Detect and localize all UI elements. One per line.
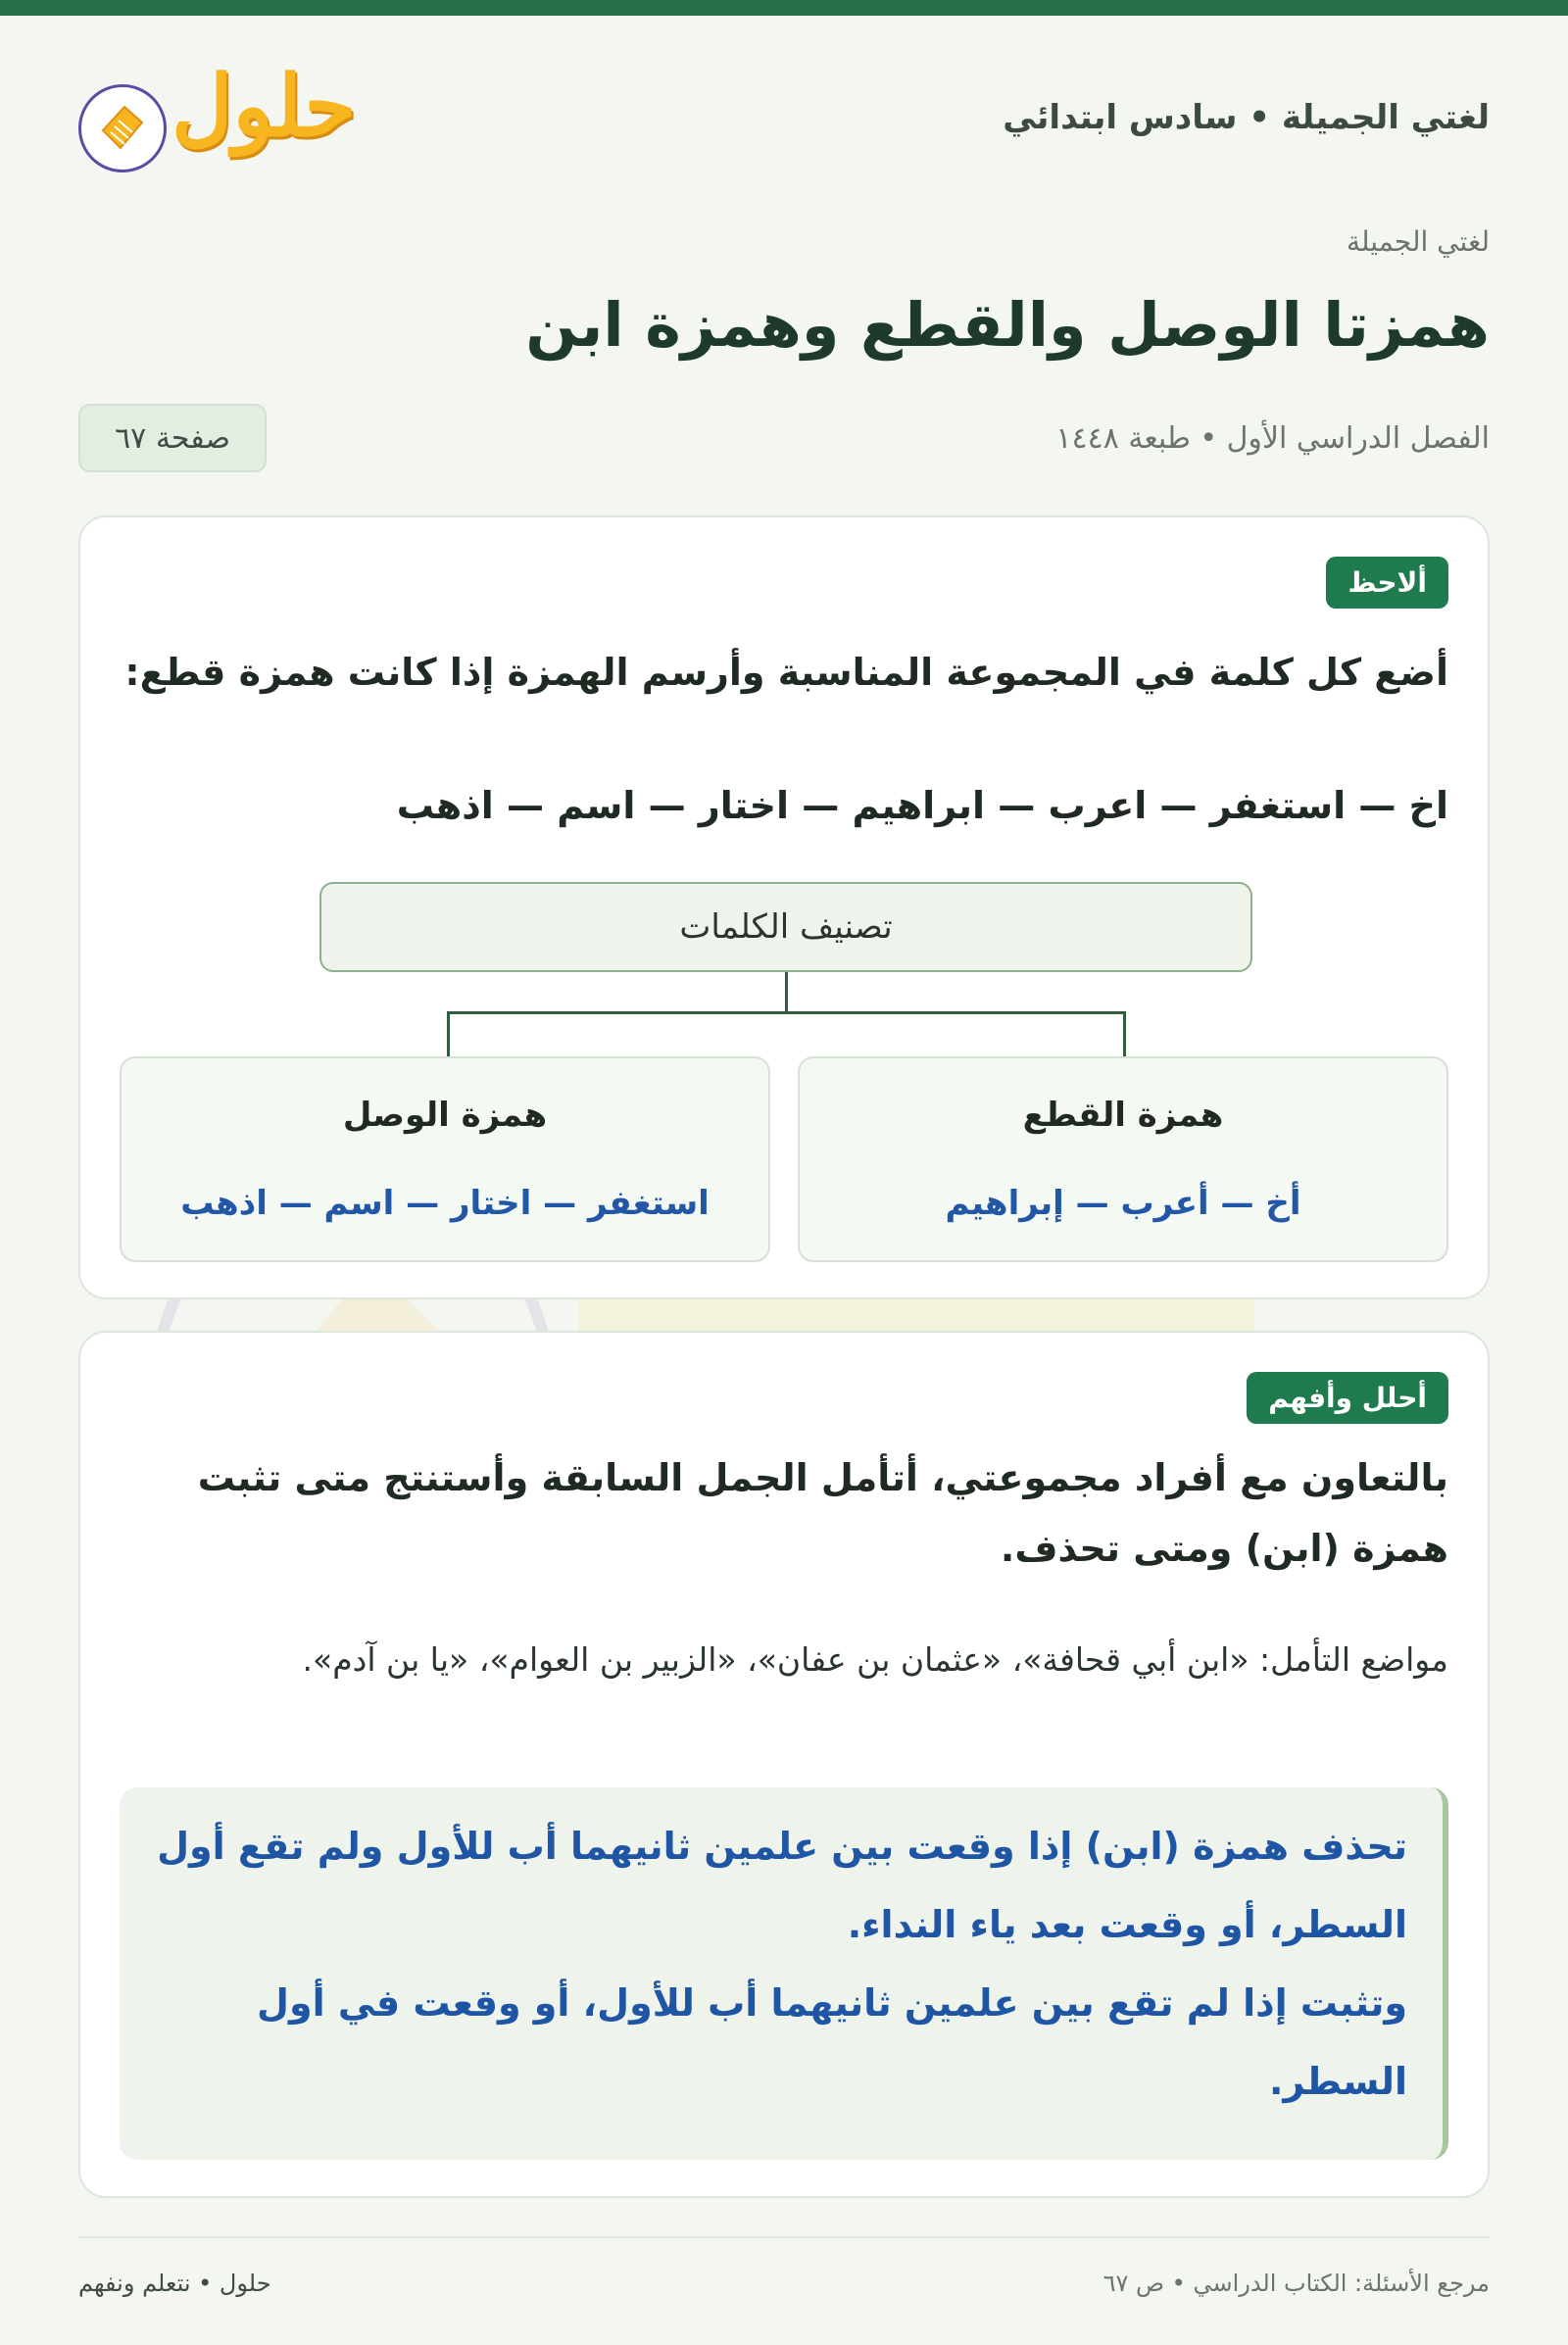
observe-tag: ألاحظ — [1326, 557, 1448, 609]
connector-vertical — [785, 972, 788, 1013]
hamzat-wasl-node — [120, 1056, 770, 1262]
hamzat-wasl-title: همزة الوصل — [342, 1096, 548, 1135]
analyze-tag: أحلل وأفهم — [1247, 1372, 1448, 1424]
analyze-card — [78, 1331, 1490, 2198]
connector-left-drop — [447, 1011, 450, 1056]
hamzat-qat-node — [798, 1056, 1448, 1262]
reflection-context: مواضع التأمل: «ابن أبي قحافة»، «عثمان بن عفان»، «الزبير بن العوام»، «يا بن آدم». — [302, 1640, 1448, 1679]
subject-kicker: لغتي الجميلة — [1346, 225, 1490, 258]
footer-reference: مرجع الأسئلة: الكتاب الدراسي • ص ٦٧ — [1102, 2270, 1490, 2297]
analyze-question: بالتعاون مع أفراد مجموعتي، أتأمل الجمل السابقة وأستنتج متى تثبت همزة (ابن) ومتى تحذف. — [197, 1456, 1448, 1570]
footer-brand: حلول • نتعلم ونفهم — [78, 2270, 271, 2297]
page-number-badge: صفحة ٦٧ — [78, 404, 267, 472]
brand-logo[interactable] — [78, 57, 372, 180]
rule-answer-box — [120, 1787, 1448, 2160]
connector-horizontal — [447, 1011, 1125, 1014]
top-accent-bar — [0, 0, 1568, 16]
observe-card — [78, 515, 1490, 1299]
hamzat-qat-words: أخ — أعرب — إبراهيم — [945, 1184, 1301, 1223]
footer-divider — [78, 2236, 1490, 2238]
header-title: لغتي الجميلة • سادس ابتدائي — [1003, 98, 1490, 137]
header — [78, 57, 1490, 180]
diagram-root-node: تصنيف الكلمات — [319, 882, 1252, 972]
hamzat-wasl-words: استغفر — اختار — اسم — اذهب — [180, 1184, 710, 1223]
observe-question: أضع كل كلمة في المجموعة المناسبة وأرسم الهمزة إذا كانت همزة قطع: — [124, 651, 1448, 694]
hamzat-qat-title: همزة القطع — [1022, 1096, 1224, 1135]
logo-text: حلول — [172, 57, 357, 156]
logo-book-icon — [78, 84, 167, 172]
word-list: اخ — استغفر — اعرب — ابراهيم — اختار — اسم — اذهب — [396, 784, 1448, 827]
page-title: همزتا الوصل والقطع وهمزة ابن — [525, 289, 1490, 361]
rule-omit: تحذف همزة (ابن) إذا وقعت بين علمين ثانيهما أب للأول ولم تقع أول السطر، أو وقعت بعد ياء النداء. — [157, 1825, 1407, 1946]
connector-right-drop — [1123, 1011, 1126, 1056]
rule-keep: وتثبت إذا لم تقع بين علمين ثانيهما أب للأول، أو وقعت في أول السطر. — [257, 1981, 1407, 2103]
semester-meta: الفصل الدراسي الأول • طبعة ١٤٤٨ — [1055, 421, 1490, 456]
